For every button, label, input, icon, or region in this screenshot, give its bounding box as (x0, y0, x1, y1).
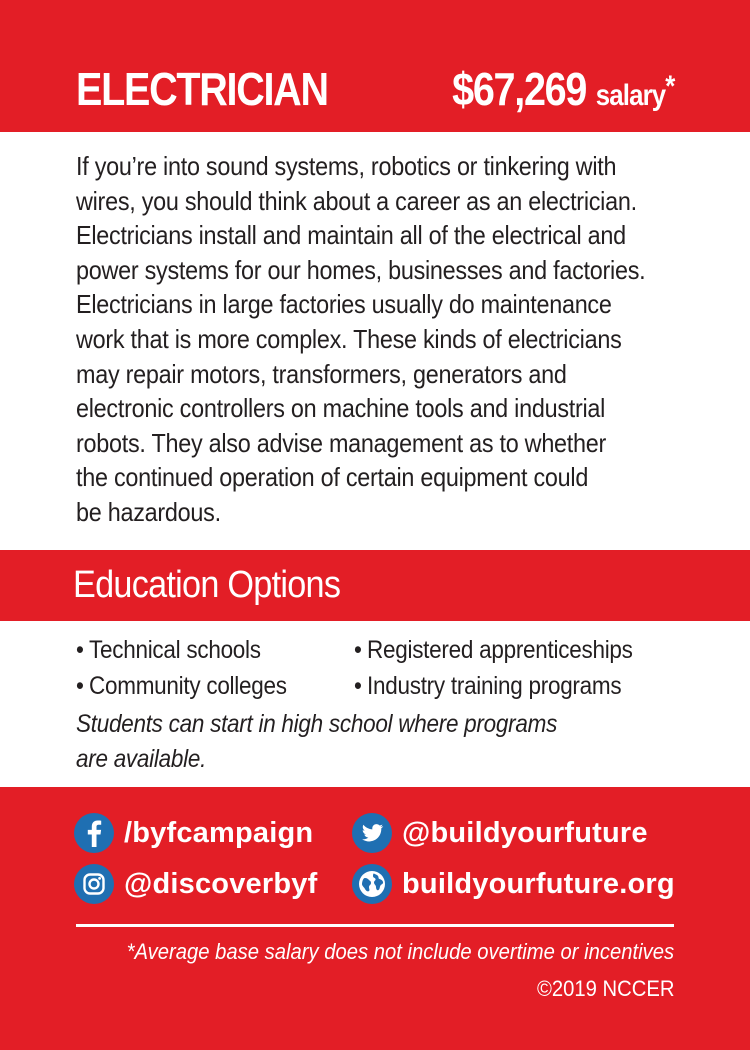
bullet-icon: • (354, 636, 362, 664)
website-handle: buildyourfuture.org (402, 868, 675, 900)
twitter-handle: @buildyourfuture (402, 817, 648, 849)
twitter-icon (352, 813, 392, 853)
bullet-icon: • (76, 636, 84, 664)
education-note (76, 707, 696, 777)
list-item (76, 633, 326, 669)
note-line: Students can start in high school where programs (76, 710, 558, 738)
list-item (76, 669, 326, 705)
description-line: the continued operation of certain equipment could (76, 462, 589, 493)
instagram-icon (74, 864, 114, 904)
salary-figure (452, 62, 674, 123)
description-line: wires, you should think about a career as an electrician. (76, 185, 637, 216)
footer-bar (0, 787, 750, 1050)
bullet-icon: • (76, 672, 84, 700)
twitter-link[interactable] (352, 813, 648, 853)
facebook-handle: /byfcampaign (124, 817, 314, 849)
website-link[interactable] (352, 864, 675, 904)
description-line: robots. They also advise management as to whether (76, 427, 607, 458)
footer-divider (76, 924, 674, 927)
bullet-icon: • (354, 672, 362, 700)
description-line: If you’re into sound systems, robotics or tinkering with (76, 151, 617, 181)
options-row (76, 669, 696, 705)
facebook-link[interactable] (74, 813, 313, 853)
description-line: electronic controllers on machine tools and industrial (76, 393, 606, 424)
education-header-bar (0, 550, 750, 621)
instagram-handle: @discoverbyf (124, 868, 318, 900)
salary-asterisk: * (665, 70, 674, 103)
option-label: Community colleges (89, 672, 287, 700)
globe-icon (352, 864, 392, 904)
education-title: Education Options (73, 564, 341, 606)
career-description (76, 149, 716, 530)
description-line: Electricians in large factories usually do maintenance (76, 289, 612, 320)
description-line: Electricians install and maintain all of the electrical and (76, 220, 626, 251)
copyright-notice: ©2019 NCCER (536, 976, 674, 1001)
note-line: are available. (76, 745, 207, 773)
salary-label: salary (595, 79, 666, 112)
description-line: be hazardous. (76, 496, 221, 527)
description-line: work that is more complex. These kinds of electricians (76, 323, 622, 354)
list-item (354, 669, 621, 705)
education-options-list (76, 633, 696, 705)
salary-amount: $67,269 (452, 63, 587, 115)
instagram-link[interactable] (74, 864, 317, 904)
description-line: power systems for our homes, businesses and factories. (76, 254, 646, 285)
option-label: Industry training programs (367, 672, 622, 700)
list-item (354, 633, 633, 669)
option-label: Technical schools (89, 636, 261, 664)
facebook-icon (74, 813, 114, 853)
header-bar (0, 0, 750, 132)
career-title: ELECTRICIAN (76, 63, 328, 115)
salary-disclaimer: *Average base salary does not include overtime or incentives (126, 939, 674, 964)
option-label: Registered apprenticeships (367, 636, 633, 664)
options-row (76, 633, 696, 669)
description-line: may repair motors, transformers, generators and (76, 358, 567, 389)
